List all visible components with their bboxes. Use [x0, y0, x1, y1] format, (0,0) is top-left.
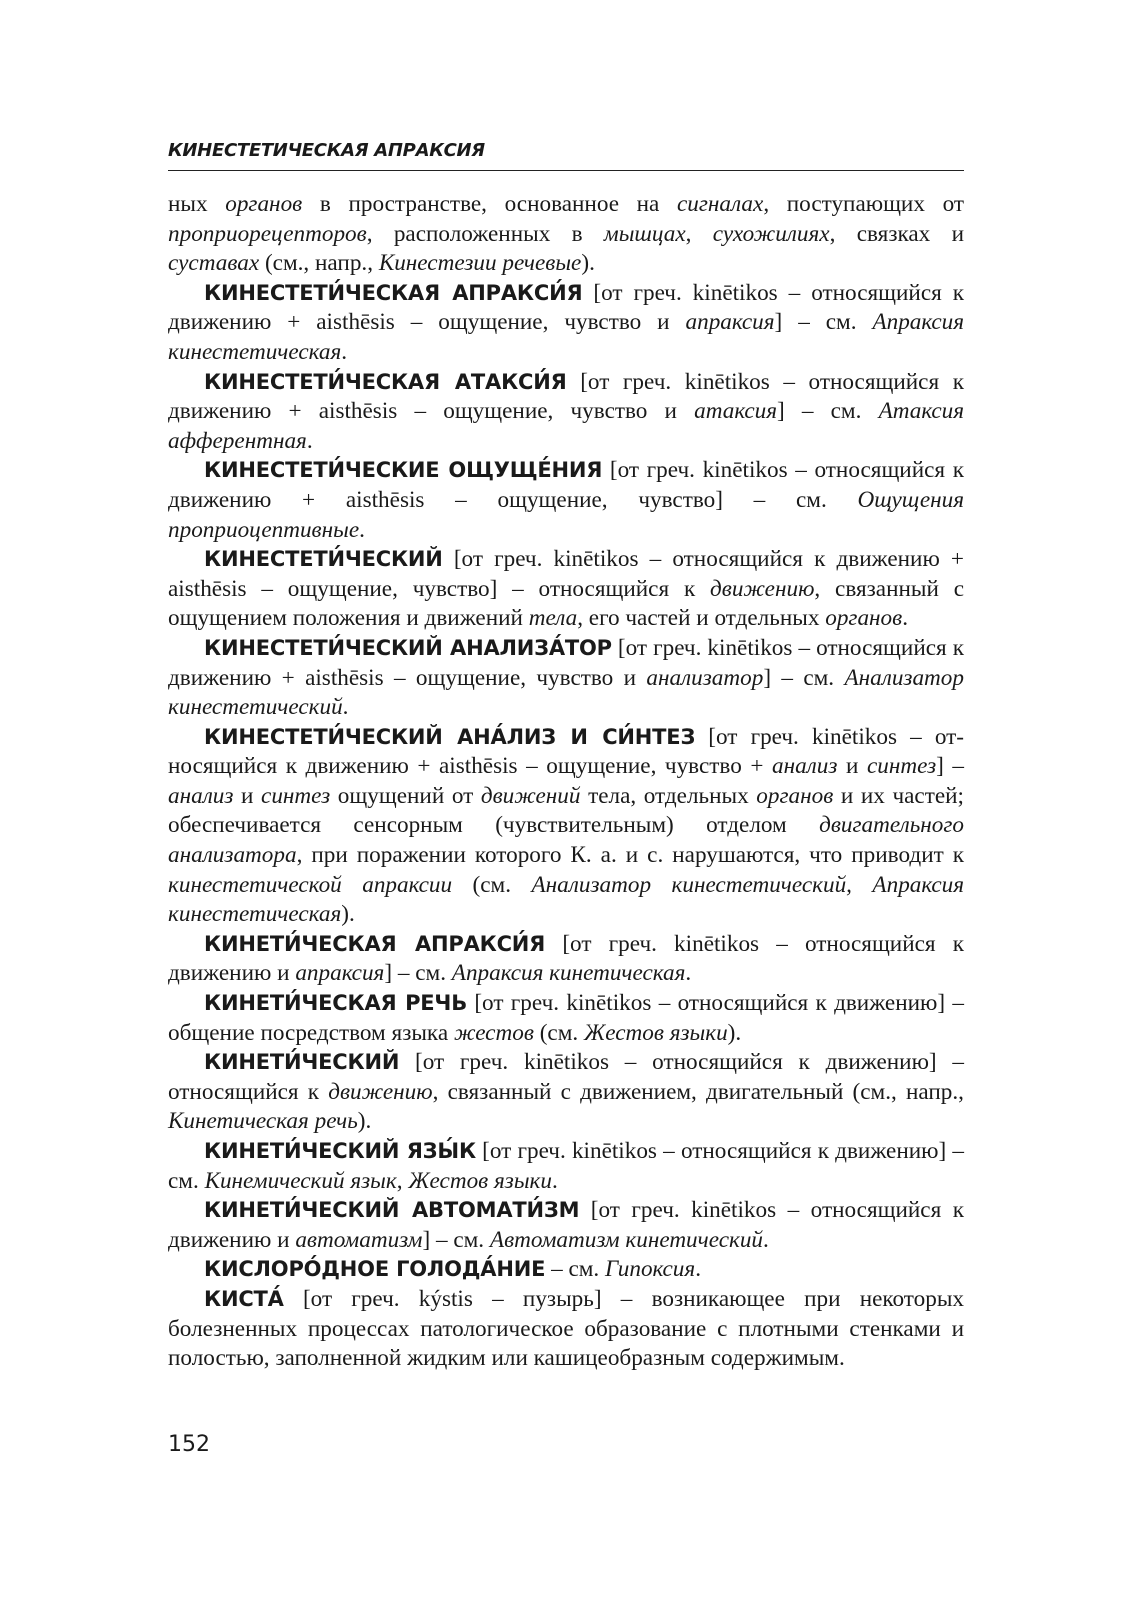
italic-term: Кинетическая речь	[168, 1108, 358, 1135]
entry-headword: КИСТА́	[204, 1286, 284, 1311]
italic-term: Кинемический язык	[204, 1167, 397, 1194]
body-text-run: ] – см.	[422, 1226, 490, 1253]
entry-headword: КИНЕТИ́ЧЕСКАЯ АПРАКСИ́Я	[204, 931, 546, 956]
body-text-run: [от греч. kinētikos – относящийся к движению] – общение посредством языка	[168, 990, 964, 1046]
body-text-run: (см., напр.,	[259, 250, 379, 277]
entry-headword: КИНЕТИ́ЧЕСКИЙ ЯЗЫ́К	[204, 1139, 476, 1163]
body-text-run: ).	[341, 901, 355, 928]
body-text-run: .	[902, 605, 909, 632]
body-text-run: [от греч. kinētikos – относящийся к движению + aisthēsis – ощущение, чувство] – относящийся к	[168, 546, 964, 602]
page-number: 152	[168, 1432, 210, 1457]
entry-headword: КИНЕСТЕТИ́ЧЕСКИЙ АНАЛИЗА́ТОР	[204, 635, 612, 660]
dictionary-entry	[168, 368, 964, 457]
italic-term: анализ	[168, 782, 234, 809]
body-text-run: [от греч. kinētikos – относящийся к движению + aisthēsis – ощущение, чувство и	[168, 279, 964, 336]
italic-term: движению	[328, 1078, 433, 1105]
italic-term: двигательного анализатора	[168, 812, 964, 869]
header-rule	[168, 170, 964, 171]
italic-term: сухожилиях	[712, 220, 830, 247]
italic-term: Автоматизм кинетический	[489, 1226, 764, 1253]
italic-term: Апраксия кинетическая	[451, 960, 686, 987]
body-text-run: .	[306, 427, 313, 454]
body-text-run: , поступающих от	[763, 191, 964, 217]
italic-term: тела	[528, 605, 578, 632]
body-text-run: (см.	[452, 871, 532, 898]
body-text-run: и	[233, 782, 262, 809]
body-text-run: [от греч. kýstis – пузырь] – возникающее при некоторых болезненных процессах патологическое образование с плотными стенками и полостью, заполненной жидким или кашицеобразным содержимым.	[168, 1285, 964, 1372]
dictionary-entry	[168, 1137, 964, 1196]
body-text-run: [от греч. kinētikos – относящийся к движению и	[168, 1197, 964, 1253]
body-text-run: [от греч. kinētikos – относящийся к движению + aisthēsis – ощущение, чувство и	[168, 634, 964, 691]
italic-term: Ощущения проприоцептивные	[168, 486, 964, 543]
italic-term: органов	[756, 782, 834, 809]
body-text-run: ).	[357, 1108, 372, 1135]
dictionary-entry	[168, 456, 964, 545]
body-text-run: ] – см.	[763, 664, 845, 691]
article-body	[168, 190, 964, 1374]
dictionary-entry	[168, 634, 964, 723]
body-text-run: ] – см.	[776, 398, 879, 425]
body-text-run: .	[695, 1256, 701, 1283]
body-text-run: ).	[727, 1019, 742, 1046]
body-text-run: [от греч. kinētikos – относящийся к движению и	[168, 930, 965, 987]
body-text-run: , расположенных в	[366, 220, 604, 247]
entry-list	[168, 279, 964, 1374]
body-text-run: .	[552, 1167, 558, 1194]
italic-term: атаксия	[694, 398, 777, 425]
body-text-run: .	[359, 516, 365, 543]
body-text-run: ] –	[936, 753, 964, 780]
dictionary-entry	[168, 723, 964, 930]
body-text-run: , связанный с ощущением положения и движений	[168, 575, 964, 632]
italic-term: синтез	[261, 782, 331, 809]
body-text-run: .	[685, 960, 692, 987]
italic-term: Кинестезии речевые	[378, 250, 582, 277]
body-text-run: , его частей и отдельных	[577, 605, 826, 632]
dictionary-entry	[168, 1048, 964, 1137]
italic-term: апраксия	[685, 309, 775, 336]
italic-term: суставах	[168, 250, 260, 277]
italic-term: Атаксия афферентная	[168, 398, 964, 454]
body-text-run: ,	[685, 220, 713, 247]
body-text-run: ных	[168, 191, 226, 217]
body-text-run: ощущений от	[330, 782, 481, 809]
italic-term: автоматизм	[295, 1226, 423, 1253]
entry-headword: КИНЕСТЕТИ́ЧЕСКАЯ АПРАКСИ́Я	[204, 280, 583, 305]
italic-term: Анализатор кинестетический, Апраксия кинестетическая	[168, 871, 965, 928]
entry-headword: КИСЛОРО́ДНОЕ ГОЛОДА́НИЕ	[204, 1257, 546, 1282]
italic-term: анализ	[771, 753, 838, 780]
italic-term: движению	[710, 575, 815, 602]
body-text-run: ,	[396, 1167, 409, 1194]
body-text-run: ).	[581, 250, 595, 277]
body-text-run: [от греч. kinētikos – относящийся к движению] – см.	[168, 1138, 964, 1194]
body-text-run: .	[763, 1226, 769, 1253]
italic-term: органов	[225, 191, 303, 217]
body-text-run: [от греч. kinētikos – относящийся к движению + aisthēsis – ощущение, чувство] – см.	[168, 457, 965, 513]
body-text-run: [от греч. kinētikos – относящийся к движению + aisthēsis – ощущение, чувство и	[168, 368, 964, 425]
dictionary-entry	[168, 930, 964, 989]
italic-term: мышцах	[603, 220, 686, 247]
body-text-run: , при поражении которого К. а. и с. нарушаются, что приводит к	[296, 842, 964, 869]
dictionary-entry	[168, 1196, 964, 1255]
body-text-run: , связках и	[829, 220, 965, 247]
body-text-run: [от греч. kinētikos – относящийся к движению + aisthēsis – ощущение, чувство +	[168, 723, 965, 780]
body-text-run: ] – см.	[774, 309, 873, 336]
body-text-run: [от греч. kinētikos – относящийся к движению] – относящийся к	[168, 1049, 964, 1105]
italic-term: движений	[480, 782, 581, 809]
italic-term: сигналах	[677, 191, 764, 217]
body-text-run: и их частей; обеспечивается сенсорным (чувствительным) отделом	[168, 782, 964, 839]
body-text-run: в пространстве, основанное на	[302, 191, 677, 217]
body-text-run: ] – см.	[384, 960, 452, 987]
italic-term: жестов	[453, 1019, 534, 1046]
dictionary-entry	[168, 279, 964, 368]
dictionary-entry	[168, 1285, 964, 1374]
continuation-paragraph	[168, 190, 964, 279]
dictionary-entry	[168, 989, 964, 1048]
entry-headword: КИНЕСТЕТИ́ЧЕСКИЙ АНА́ЛИЗ И СИ́НТЕЗ	[204, 724, 696, 749]
body-text-run: , связанный с движением, двигательный (см., напр.,	[432, 1078, 964, 1105]
body-text-run: – см.	[545, 1256, 606, 1283]
italic-term: Жестов языки	[583, 1019, 728, 1046]
entry-headword: КИНЕСТЕТИ́ЧЕСКИЕ ОЩУЩЕ́НИЯ	[204, 458, 603, 483]
italic-term: проприорецепторов	[168, 220, 367, 247]
italic-term: кинестетической апраксии	[168, 871, 453, 898]
italic-term: апраксия	[295, 960, 385, 987]
body-text-run: и	[837, 753, 867, 780]
dictionary-entry	[168, 545, 964, 634]
body-text-run: (см.	[533, 1019, 584, 1046]
dictionary-entry	[168, 1255, 964, 1285]
entry-headword: КИНЕТИ́ЧЕСКИЙ	[204, 1050, 400, 1075]
running-title: КИНЕСТЕТИЧЕСКАЯ АПРАКСИЯ	[168, 140, 485, 161]
italic-term: анализатор	[646, 664, 764, 691]
entry-headword: КИНЕСТЕТИ́ЧЕСКАЯ АТАКСИ́Я	[204, 369, 567, 394]
body-text-run: тела, отдельных	[580, 782, 757, 809]
body-text-run: .	[342, 694, 349, 721]
italic-term: Анализатор кинестетический	[168, 664, 964, 721]
italic-term: синтез	[866, 753, 937, 780]
italic-term: органов	[825, 605, 903, 632]
italic-term: Гипоксия	[605, 1256, 696, 1283]
entry-headword: КИНЕТИ́ЧЕСКАЯ РЕЧЬ	[204, 991, 468, 1016]
italic-term: Жестов языки	[408, 1167, 553, 1194]
entry-headword: КИНЕТИ́ЧЕСКИЙ АВТОМАТИ́ЗМ	[204, 1198, 580, 1223]
entry-headword: КИНЕСТЕТИ́ЧЕСКИЙ	[204, 547, 443, 572]
body-text-run: .	[341, 338, 348, 365]
italic-term: Апраксия кинестетическая	[168, 309, 965, 365]
